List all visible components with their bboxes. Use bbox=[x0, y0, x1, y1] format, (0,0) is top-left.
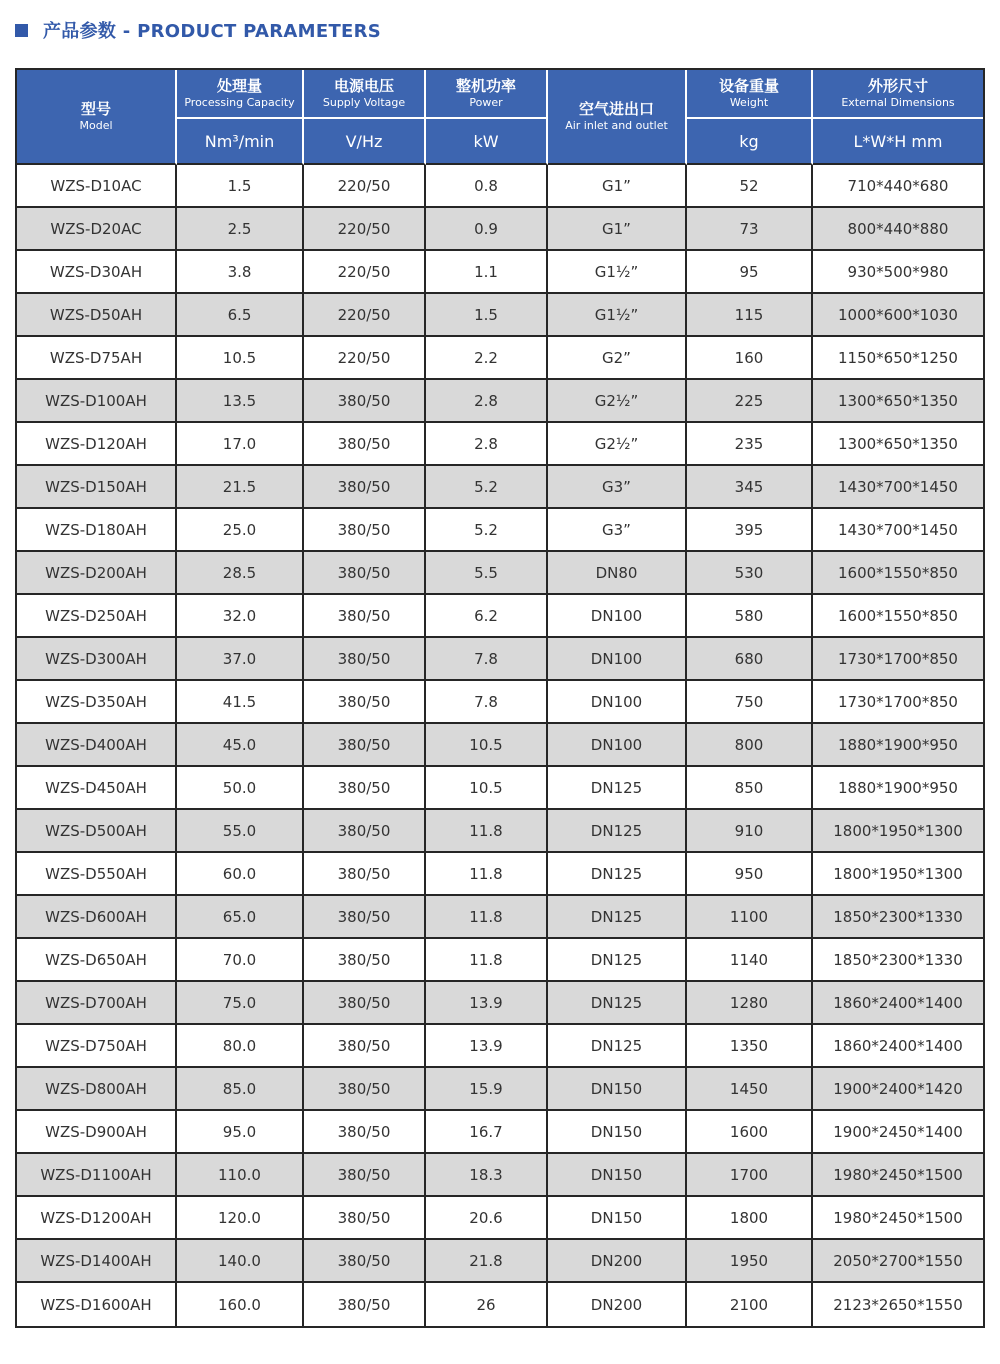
col-header-inlet-en: Air inlet and outlet bbox=[565, 119, 668, 133]
cell-power: 7.8 bbox=[426, 638, 548, 681]
cell-dimensions: 2123*2650*1550 bbox=[813, 1283, 983, 1326]
cell-capacity: 85.0 bbox=[177, 1068, 304, 1111]
cell-voltage: 220/50 bbox=[304, 294, 426, 337]
table-row bbox=[17, 595, 983, 638]
cell-inlet: DN150 bbox=[548, 1068, 687, 1111]
cell-capacity: 13.5 bbox=[177, 380, 304, 423]
cell-voltage: 380/50 bbox=[304, 724, 426, 767]
cell-voltage: 380/50 bbox=[304, 595, 426, 638]
table-row bbox=[17, 896, 983, 939]
cell-weight: 910 bbox=[687, 810, 813, 853]
cell-power: 0.8 bbox=[426, 165, 548, 208]
cell-power: 11.8 bbox=[426, 896, 548, 939]
col-header-power bbox=[426, 70, 548, 119]
table-row bbox=[17, 509, 983, 552]
table-row bbox=[17, 724, 983, 767]
cell-dimensions: 1800*1950*1300 bbox=[813, 810, 983, 853]
cell-voltage: 380/50 bbox=[304, 380, 426, 423]
cell-inlet: DN150 bbox=[548, 1154, 687, 1197]
table-row bbox=[17, 1111, 983, 1154]
cell-dimensions: 800*440*880 bbox=[813, 208, 983, 251]
cell-dimensions: 1860*2400*1400 bbox=[813, 982, 983, 1025]
col-header-model bbox=[17, 70, 177, 165]
cell-dimensions: 1600*1550*850 bbox=[813, 595, 983, 638]
cell-power: 20.6 bbox=[426, 1197, 548, 1240]
cell-capacity: 110.0 bbox=[177, 1154, 304, 1197]
cell-capacity: 140.0 bbox=[177, 1240, 304, 1283]
cell-dimensions: 1430*700*1450 bbox=[813, 509, 983, 552]
cell-power: 11.8 bbox=[426, 810, 548, 853]
table-row bbox=[17, 251, 983, 294]
cell-dimensions: 1980*2450*1500 bbox=[813, 1154, 983, 1197]
cell-weight: 235 bbox=[687, 423, 813, 466]
cell-power: 10.5 bbox=[426, 767, 548, 810]
table-body bbox=[17, 165, 983, 1326]
cell-capacity: 10.5 bbox=[177, 337, 304, 380]
cell-inlet: DN125 bbox=[548, 810, 687, 853]
col-header-model-zh: 型号 bbox=[80, 100, 111, 119]
cell-inlet: DN100 bbox=[548, 681, 687, 724]
cell-power: 13.9 bbox=[426, 1025, 548, 1068]
cell-voltage: 380/50 bbox=[304, 982, 426, 1025]
cell-power: 7.8 bbox=[426, 681, 548, 724]
cell-voltage: 380/50 bbox=[304, 552, 426, 595]
cell-voltage: 380/50 bbox=[304, 1240, 426, 1283]
table-row bbox=[17, 681, 983, 724]
col-header-voltage-en: Supply Voltage bbox=[322, 96, 406, 110]
cell-weight: 1950 bbox=[687, 1240, 813, 1283]
cell-capacity: 60.0 bbox=[177, 853, 304, 896]
cell-inlet: G2½” bbox=[548, 423, 687, 466]
cell-dimensions: 1880*1900*950 bbox=[813, 724, 983, 767]
cell-model: WZS-D20AC bbox=[17, 208, 177, 251]
cell-dimensions: 1980*2450*1500 bbox=[813, 1197, 983, 1240]
table-row bbox=[17, 1068, 983, 1111]
unit-weight: kg bbox=[687, 119, 813, 165]
cell-voltage: 220/50 bbox=[304, 337, 426, 380]
cell-voltage: 380/50 bbox=[304, 466, 426, 509]
cell-inlet: DN100 bbox=[548, 724, 687, 767]
cell-capacity: 50.0 bbox=[177, 767, 304, 810]
cell-dimensions: 930*500*980 bbox=[813, 251, 983, 294]
table-row bbox=[17, 165, 983, 208]
cell-voltage: 380/50 bbox=[304, 681, 426, 724]
table-row bbox=[17, 294, 983, 337]
unit-dimensions: L*W*H mm bbox=[813, 119, 983, 165]
table-row bbox=[17, 380, 983, 423]
cell-voltage: 380/50 bbox=[304, 853, 426, 896]
cell-inlet: DN200 bbox=[548, 1283, 687, 1326]
table-row bbox=[17, 208, 983, 251]
cell-capacity: 1.5 bbox=[177, 165, 304, 208]
col-header-dimensions bbox=[813, 70, 983, 119]
cell-weight: 52 bbox=[687, 165, 813, 208]
cell-dimensions: 710*440*680 bbox=[813, 165, 983, 208]
table-row bbox=[17, 337, 983, 380]
cell-model: WZS-D750AH bbox=[17, 1025, 177, 1068]
cell-weight: 1140 bbox=[687, 939, 813, 982]
cell-power: 11.8 bbox=[426, 939, 548, 982]
cell-voltage: 220/50 bbox=[304, 251, 426, 294]
col-header-dimensions-zh: 外形尺寸 bbox=[867, 77, 928, 96]
cell-weight: 1600 bbox=[687, 1111, 813, 1154]
col-header-model-en: Model bbox=[79, 119, 113, 133]
cell-voltage: 220/50 bbox=[304, 165, 426, 208]
cell-voltage: 380/50 bbox=[304, 423, 426, 466]
cell-dimensions: 1900*2450*1400 bbox=[813, 1111, 983, 1154]
cell-model: WZS-D500AH bbox=[17, 810, 177, 853]
cell-model: WZS-D550AH bbox=[17, 853, 177, 896]
table-row bbox=[17, 1025, 983, 1068]
cell-power: 16.7 bbox=[426, 1111, 548, 1154]
cell-capacity: 55.0 bbox=[177, 810, 304, 853]
cell-dimensions: 1850*2300*1330 bbox=[813, 939, 983, 982]
cell-weight: 750 bbox=[687, 681, 813, 724]
cell-capacity: 21.5 bbox=[177, 466, 304, 509]
table-row bbox=[17, 1154, 983, 1197]
cell-model: WZS-D30AH bbox=[17, 251, 177, 294]
cell-weight: 2100 bbox=[687, 1283, 813, 1326]
cell-model: WZS-D900AH bbox=[17, 1111, 177, 1154]
cell-capacity: 70.0 bbox=[177, 939, 304, 982]
cell-weight: 1700 bbox=[687, 1154, 813, 1197]
cell-model: WZS-D250AH bbox=[17, 595, 177, 638]
cell-dimensions: 1000*600*1030 bbox=[813, 294, 983, 337]
cell-inlet: DN125 bbox=[548, 939, 687, 982]
cell-power: 1.1 bbox=[426, 251, 548, 294]
cell-power: 0.9 bbox=[426, 208, 548, 251]
cell-inlet: DN125 bbox=[548, 767, 687, 810]
cell-capacity: 95.0 bbox=[177, 1111, 304, 1154]
table-row bbox=[17, 767, 983, 810]
col-header-power-zh: 整机功率 bbox=[455, 77, 516, 96]
cell-weight: 345 bbox=[687, 466, 813, 509]
col-header-weight-zh: 设备重量 bbox=[718, 77, 779, 96]
cell-weight: 1450 bbox=[687, 1068, 813, 1111]
cell-capacity: 6.5 bbox=[177, 294, 304, 337]
cell-capacity: 65.0 bbox=[177, 896, 304, 939]
cell-dimensions: 2050*2700*1550 bbox=[813, 1240, 983, 1283]
cell-model: WZS-D300AH bbox=[17, 638, 177, 681]
cell-capacity: 17.0 bbox=[177, 423, 304, 466]
cell-weight: 1280 bbox=[687, 982, 813, 1025]
cell-inlet: DN100 bbox=[548, 595, 687, 638]
col-header-inlet bbox=[548, 70, 687, 165]
product-parameters-table bbox=[15, 68, 985, 1328]
cell-model: WZS-D50AH bbox=[17, 294, 177, 337]
square-bullet-icon bbox=[15, 24, 28, 37]
cell-inlet: G2½” bbox=[548, 380, 687, 423]
cell-weight: 1100 bbox=[687, 896, 813, 939]
table-row bbox=[17, 1240, 983, 1283]
table-row bbox=[17, 853, 983, 896]
cell-capacity: 45.0 bbox=[177, 724, 304, 767]
cell-power: 15.9 bbox=[426, 1068, 548, 1111]
cell-capacity: 80.0 bbox=[177, 1025, 304, 1068]
cell-voltage: 380/50 bbox=[304, 767, 426, 810]
cell-dimensions: 1430*700*1450 bbox=[813, 466, 983, 509]
unit-power: kW bbox=[426, 119, 548, 165]
cell-model: WZS-D120AH bbox=[17, 423, 177, 466]
cell-voltage: 380/50 bbox=[304, 1068, 426, 1111]
cell-dimensions: 1800*1950*1300 bbox=[813, 853, 983, 896]
cell-weight: 850 bbox=[687, 767, 813, 810]
cell-voltage: 380/50 bbox=[304, 939, 426, 982]
cell-power: 1.5 bbox=[426, 294, 548, 337]
cell-model: WZS-D350AH bbox=[17, 681, 177, 724]
cell-voltage: 380/50 bbox=[304, 896, 426, 939]
cell-dimensions: 1600*1550*850 bbox=[813, 552, 983, 595]
cell-model: WZS-D600AH bbox=[17, 896, 177, 939]
cell-inlet: G1½” bbox=[548, 294, 687, 337]
cell-power: 2.8 bbox=[426, 423, 548, 466]
table-row bbox=[17, 466, 983, 509]
col-header-capacity bbox=[177, 70, 304, 119]
cell-voltage: 380/50 bbox=[304, 1283, 426, 1326]
col-header-capacity-zh: 处理量 bbox=[216, 77, 262, 96]
cell-inlet: G3” bbox=[548, 466, 687, 509]
cell-inlet: DN125 bbox=[548, 853, 687, 896]
cell-weight: 800 bbox=[687, 724, 813, 767]
cell-inlet: DN125 bbox=[548, 1025, 687, 1068]
cell-voltage: 380/50 bbox=[304, 1197, 426, 1240]
cell-model: WZS-D100AH bbox=[17, 380, 177, 423]
cell-capacity: 41.5 bbox=[177, 681, 304, 724]
table-row bbox=[17, 552, 983, 595]
cell-weight: 73 bbox=[687, 208, 813, 251]
section-title bbox=[15, 17, 381, 43]
cell-power: 11.8 bbox=[426, 853, 548, 896]
table-row bbox=[17, 982, 983, 1025]
cell-inlet: G1” bbox=[548, 208, 687, 251]
cell-weight: 1800 bbox=[687, 1197, 813, 1240]
cell-inlet: DN125 bbox=[548, 982, 687, 1025]
cell-capacity: 160.0 bbox=[177, 1283, 304, 1326]
cell-model: WZS-D450AH bbox=[17, 767, 177, 810]
cell-capacity: 3.8 bbox=[177, 251, 304, 294]
cell-weight: 95 bbox=[687, 251, 813, 294]
cell-model: WZS-D10AC bbox=[17, 165, 177, 208]
unit-voltage: V/Hz bbox=[304, 119, 426, 165]
cell-power: 6.2 bbox=[426, 595, 548, 638]
cell-power: 5.2 bbox=[426, 466, 548, 509]
cell-voltage: 380/50 bbox=[304, 1111, 426, 1154]
cell-capacity: 120.0 bbox=[177, 1197, 304, 1240]
col-header-power-en: Power bbox=[469, 96, 503, 110]
cell-inlet: DN125 bbox=[548, 896, 687, 939]
cell-model: WZS-D1100AH bbox=[17, 1154, 177, 1197]
cell-dimensions: 1860*2400*1400 bbox=[813, 1025, 983, 1068]
cell-dimensions: 1880*1900*950 bbox=[813, 767, 983, 810]
col-header-weight-en: Weight bbox=[729, 96, 769, 110]
cell-power: 26 bbox=[426, 1283, 548, 1326]
page-title: 产品参数 - PRODUCT PARAMETERS bbox=[43, 21, 382, 42]
cell-voltage: 380/50 bbox=[304, 509, 426, 552]
table-row bbox=[17, 810, 983, 853]
cell-model: WZS-D700AH bbox=[17, 982, 177, 1025]
cell-dimensions: 1300*650*1350 bbox=[813, 380, 983, 423]
cell-capacity: 28.5 bbox=[177, 552, 304, 595]
cell-model: WZS-D1600AH bbox=[17, 1283, 177, 1326]
cell-power: 10.5 bbox=[426, 724, 548, 767]
table-row bbox=[17, 939, 983, 982]
cell-model: WZS-D75AH bbox=[17, 337, 177, 380]
cell-power: 2.2 bbox=[426, 337, 548, 380]
cell-power: 5.2 bbox=[426, 509, 548, 552]
cell-weight: 680 bbox=[687, 638, 813, 681]
cell-dimensions: 1730*1700*850 bbox=[813, 638, 983, 681]
table-row bbox=[17, 423, 983, 466]
cell-dimensions: 1300*650*1350 bbox=[813, 423, 983, 466]
cell-inlet: DN150 bbox=[548, 1197, 687, 1240]
table-row bbox=[17, 1283, 983, 1326]
cell-weight: 530 bbox=[687, 552, 813, 595]
cell-weight: 580 bbox=[687, 595, 813, 638]
col-header-dimensions-en: External Dimensions bbox=[841, 96, 955, 110]
cell-model: WZS-D650AH bbox=[17, 939, 177, 982]
unit-capacity: Nm³/min bbox=[177, 119, 304, 165]
cell-model: WZS-D400AH bbox=[17, 724, 177, 767]
cell-model: WZS-D1200AH bbox=[17, 1197, 177, 1240]
cell-inlet: DN150 bbox=[548, 1111, 687, 1154]
cell-dimensions: 1730*1700*850 bbox=[813, 681, 983, 724]
cell-voltage: 220/50 bbox=[304, 208, 426, 251]
cell-dimensions: 1900*2400*1420 bbox=[813, 1068, 983, 1111]
cell-model: WZS-D150AH bbox=[17, 466, 177, 509]
cell-weight: 1350 bbox=[687, 1025, 813, 1068]
cell-weight: 225 bbox=[687, 380, 813, 423]
col-header-capacity-en: Processing Capacity bbox=[184, 96, 295, 110]
cell-voltage: 380/50 bbox=[304, 1025, 426, 1068]
cell-model: WZS-D200AH bbox=[17, 552, 177, 595]
cell-weight: 115 bbox=[687, 294, 813, 337]
cell-power: 5.5 bbox=[426, 552, 548, 595]
cell-voltage: 380/50 bbox=[304, 810, 426, 853]
cell-inlet: G3” bbox=[548, 509, 687, 552]
table-row bbox=[17, 1197, 983, 1240]
cell-capacity: 32.0 bbox=[177, 595, 304, 638]
cell-model: WZS-D800AH bbox=[17, 1068, 177, 1111]
cell-power: 21.8 bbox=[426, 1240, 548, 1283]
cell-capacity: 37.0 bbox=[177, 638, 304, 681]
col-header-inlet-zh: 空气进出口 bbox=[578, 100, 654, 119]
cell-voltage: 380/50 bbox=[304, 638, 426, 681]
cell-model: WZS-D1400AH bbox=[17, 1240, 177, 1283]
cell-capacity: 75.0 bbox=[177, 982, 304, 1025]
cell-inlet: DN80 bbox=[548, 552, 687, 595]
table-row bbox=[17, 638, 983, 681]
cell-weight: 160 bbox=[687, 337, 813, 380]
cell-power: 13.9 bbox=[426, 982, 548, 1025]
cell-inlet: G2” bbox=[548, 337, 687, 380]
cell-dimensions: 1150*650*1250 bbox=[813, 337, 983, 380]
col-header-voltage bbox=[304, 70, 426, 119]
cell-capacity: 25.0 bbox=[177, 509, 304, 552]
cell-weight: 950 bbox=[687, 853, 813, 896]
cell-inlet: DN200 bbox=[548, 1240, 687, 1283]
col-header-weight bbox=[687, 70, 813, 119]
cell-power: 2.8 bbox=[426, 380, 548, 423]
cell-dimensions: 1850*2300*1330 bbox=[813, 896, 983, 939]
cell-capacity: 2.5 bbox=[177, 208, 304, 251]
col-header-voltage-zh: 电源电压 bbox=[333, 77, 394, 96]
cell-power: 18.3 bbox=[426, 1154, 548, 1197]
cell-inlet: G1½” bbox=[548, 251, 687, 294]
cell-inlet: DN100 bbox=[548, 638, 687, 681]
cell-weight: 395 bbox=[687, 509, 813, 552]
cell-model: WZS-D180AH bbox=[17, 509, 177, 552]
cell-voltage: 380/50 bbox=[304, 1154, 426, 1197]
cell-inlet: G1” bbox=[548, 165, 687, 208]
